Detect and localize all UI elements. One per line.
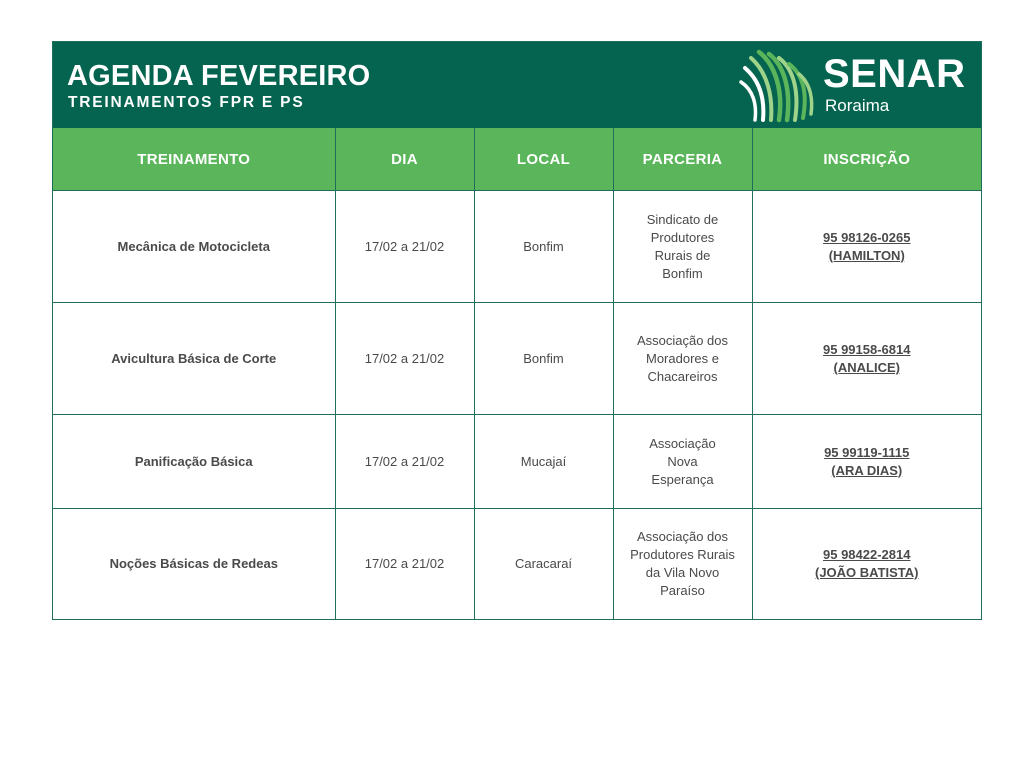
header-banner — [53, 42, 981, 128]
training-table — [53, 128, 981, 620]
column-header-parceria: PARCERIA — [613, 128, 752, 191]
training-partner — [613, 191, 752, 303]
training-name: Mecânica de Motocicleta — [53, 191, 335, 303]
senar-logo — [739, 48, 969, 124]
partner-text: Associação dos Produtores Rurais da Vila Novo Paraíso — [630, 529, 735, 599]
table-header-row — [53, 128, 981, 191]
partner-text: Associação dos Moradores e Chacareiros — [636, 332, 729, 384]
table-row — [53, 415, 981, 509]
logo-subtitle: Roraima — [825, 96, 890, 115]
page-title: AGENDA FEVEREIRO — [67, 60, 371, 92]
training-date: 17/02 a 21/02 — [335, 191, 474, 303]
training-location: Bonfim — [474, 303, 613, 415]
column-header-local: LOCAL — [474, 128, 613, 191]
registration-contact-name[interactable]: (ANALICE) — [833, 359, 900, 375]
training-date: 17/02 a 21/02 — [335, 509, 474, 620]
logo-name: SENAR — [823, 52, 966, 96]
column-header-inscricao: INSCRIÇÃO — [752, 128, 981, 191]
registration-contact — [752, 509, 981, 620]
registration-phone-link[interactable]: 95 98422-2814 — [823, 547, 911, 563]
registration-contact-name[interactable]: (ARA DIAS) — [831, 462, 903, 478]
registration-contact — [752, 191, 981, 303]
training-name: Panificação Básica — [53, 415, 335, 509]
page-subtitle: TREINAMENTOS FPR E PS — [68, 94, 305, 111]
partner-text: Sindicato de Produtores Rurais de Bonfim — [646, 211, 719, 281]
training-name: Noções Básicas de Redeas — [53, 509, 335, 620]
training-partner — [613, 303, 752, 415]
training-location: Caracaraí — [474, 509, 613, 620]
training-partner — [613, 509, 752, 620]
senar-leaf-icon — [739, 48, 817, 124]
training-name: Avicultura Básica de Corte — [53, 303, 335, 415]
table-row — [53, 303, 981, 415]
partner-text: Associação Nova Esperança — [649, 435, 716, 487]
registration-phone-link[interactable]: 95 98126-0265 — [823, 229, 911, 245]
registration-contact — [752, 303, 981, 415]
agenda-frame — [52, 41, 982, 620]
column-header-treinamento: TREINAMENTO — [53, 128, 335, 191]
registration-phone-link[interactable]: 95 99158-6814 — [823, 341, 911, 357]
training-date: 17/02 a 21/02 — [335, 415, 474, 509]
registration-contact-name[interactable]: (HAMILTON) — [828, 247, 905, 263]
table-row — [53, 509, 981, 620]
table-row — [53, 191, 981, 303]
registration-contact-name[interactable]: (JOÃO BATISTA) — [814, 565, 919, 581]
registration-phone-link[interactable]: 95 99119-1115 — [824, 444, 910, 460]
training-partner — [613, 415, 752, 509]
training-location: Mucajaí — [474, 415, 613, 509]
training-location: Bonfim — [474, 191, 613, 303]
training-date: 17/02 a 21/02 — [335, 303, 474, 415]
column-header-dia: DIA — [335, 128, 474, 191]
registration-contact — [752, 415, 981, 509]
